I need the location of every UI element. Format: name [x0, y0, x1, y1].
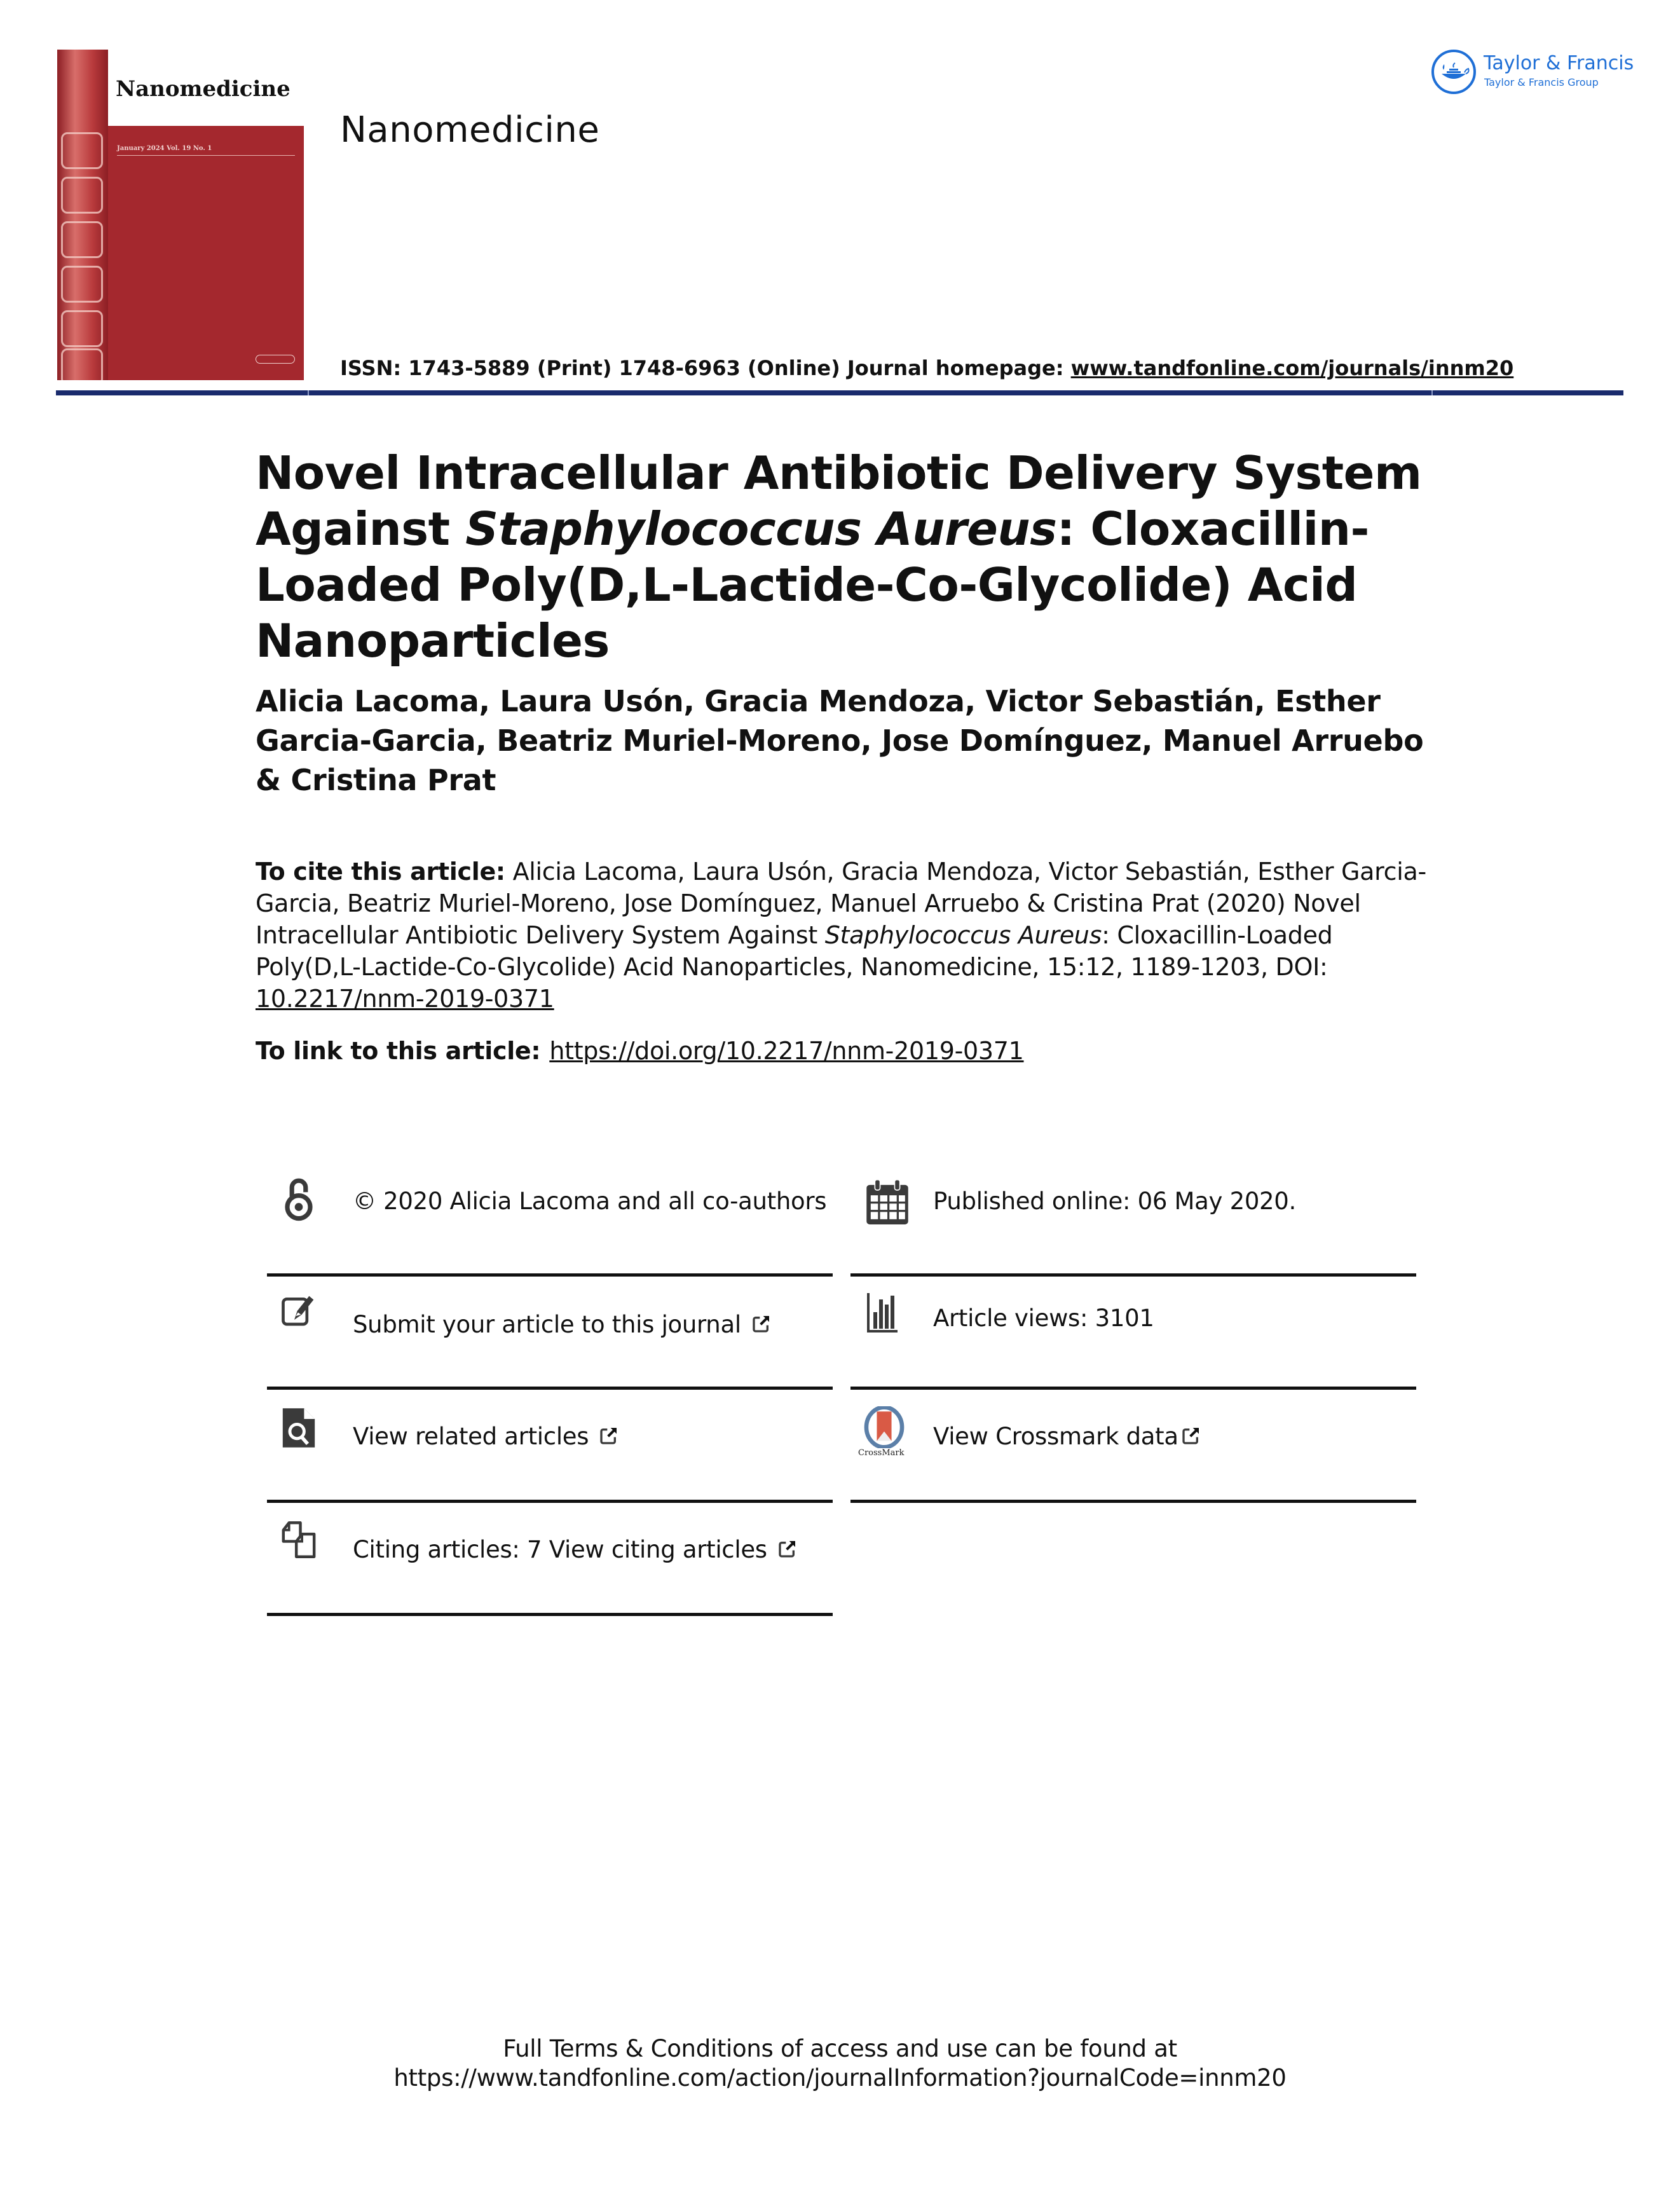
submit-article-link[interactable] [353, 1311, 772, 1338]
crossmark-badge [858, 1406, 906, 1463]
journal-homepage-link[interactable]: www.tandfonline.com/journals/innm20 [1070, 356, 1514, 380]
related-articles-text: View related articles [353, 1423, 589, 1450]
cover-title: Nanomedicine [116, 76, 290, 102]
crossmark-label: CrossMark [858, 1448, 905, 1458]
published-date-text: Published online: 06 May 2020. [933, 1188, 1297, 1215]
article-views-cell [850, 1277, 1416, 1390]
cover-vessel-illustration [57, 50, 108, 380]
citation-text: : Cloxacillin-Loaded Poly(D,L-Lactide-Co-Glycolide) Acid Nanoparticles, Nanomedicine, 15:12, 1189-1203, DOI: [256, 921, 1333, 981]
crossmark-link[interactable] [933, 1423, 1201, 1450]
crossmark-cell[interactable] [850, 1390, 1416, 1503]
citation-label: To cite this article: [256, 858, 505, 886]
cover-issue: January 2024 Vol. 19 No. 1 [117, 145, 212, 152]
article-views-text: Article views: 3101 [933, 1305, 1154, 1332]
author-list: Alicia Lacoma, Laura Usón, Gracia Mendoza, Victor Sebastián, Esther Garcia-Garcia, Beatriz Muriel-Moreno, Jose Domínguez, Manuel Arruebo & Cristina Prat [256, 684, 1424, 797]
external-link-icon [599, 1425, 619, 1446]
journal-cover-image [57, 50, 304, 380]
calendar-icon [864, 1179, 910, 1224]
publisher-group: Taylor & Francis Group [1484, 76, 1599, 88]
header-divider [56, 390, 1623, 395]
documents-icon [281, 1517, 317, 1563]
document-search-icon [281, 1405, 317, 1451]
terms-footer [0, 2034, 1680, 2093]
citation-italic: Staphylococcus Aureus [824, 921, 1102, 949]
hexagon-shape [61, 177, 103, 214]
hexagon-shape [61, 266, 103, 303]
issn-text: ISSN: 1743-5889 (Print) 1748-6963 (Online) Journal homepage: [340, 356, 1071, 380]
link-label: To link to this article: [256, 1037, 541, 1065]
doi-link[interactable]: 10.2217/nnm-2019-0371 [256, 985, 554, 1013]
journal-name: Nanomedicine [340, 109, 600, 151]
article-link-line [256, 1035, 1024, 1067]
external-link-icon [1181, 1425, 1201, 1446]
external-link-icon [777, 1538, 798, 1559]
cell-divider [267, 1613, 833, 1616]
lamp-logo-icon [1431, 50, 1476, 94]
crossmark-icon [862, 1406, 906, 1448]
citation-block [256, 856, 1431, 1015]
citing-articles-link[interactable] [353, 1536, 798, 1563]
title-part: Novel Intracellular Antibiotic Delivery System Against [256, 446, 1422, 556]
terms-url[interactable]: https://www.tandfonline.com/action/journalInformation?journalCode=innm20 [393, 2064, 1287, 2092]
copyright-cell [267, 1163, 833, 1277]
submit-article-text: Submit your article to this journal [353, 1311, 741, 1338]
citing-articles-cell[interactable] [267, 1503, 833, 1616]
divider-tick [1431, 390, 1433, 395]
submit-article-cell[interactable] [267, 1277, 833, 1390]
citation-text: Alicia Lacoma, Laura Usón, Gracia Mendoza, Victor Sebastián, Esther Garcia-Garcia, Beatriz Muriel-Moreno, Jose Domínguez, Manuel Arruebo & Cristina Prat (2020) Novel Intracellular Antibiotic Delivery System Against [256, 858, 1426, 949]
hexagon-shape [61, 221, 103, 258]
issn-line [340, 356, 1513, 380]
open-access-icon [281, 1176, 317, 1222]
external-link-icon [751, 1313, 772, 1334]
article-title [256, 445, 1431, 669]
cover-publisher-logo [256, 355, 295, 364]
copyright-text: © 2020 Alicia Lacoma and all co-authors [353, 1188, 827, 1215]
title-part: : Cloxacillin-Loaded Poly(D,L-Lactide-Co-Glycolide) Acid Nanoparticles [256, 502, 1369, 668]
bar-chart-icon [864, 1292, 900, 1333]
title-italic-species: Staphylococcus Aureus [465, 502, 1057, 556]
crossmark-text: View Crossmark data [933, 1423, 1178, 1450]
publisher-name: Taylor & Francis [1484, 52, 1634, 74]
citing-articles-text: Citing articles: 7 View citing articles [353, 1536, 767, 1563]
hexagon-shape [61, 132, 103, 169]
article-doi-url[interactable]: https://doi.org/10.2217/nnm-2019-0371 [549, 1037, 1024, 1065]
related-articles-cell[interactable] [267, 1390, 833, 1503]
publisher-logo [1431, 50, 1641, 95]
related-articles-link[interactable] [353, 1423, 619, 1450]
published-date-cell [850, 1163, 1416, 1277]
terms-text: Full Terms & Conditions of access and use can be found at [503, 2035, 1177, 2062]
edit-icon [281, 1288, 317, 1334]
cell-divider [850, 1500, 1416, 1503]
cover-issue-rule [117, 155, 295, 156]
hexagon-shape [61, 310, 103, 347]
divider-tick [308, 390, 309, 395]
hexagon-shape [61, 348, 103, 380]
